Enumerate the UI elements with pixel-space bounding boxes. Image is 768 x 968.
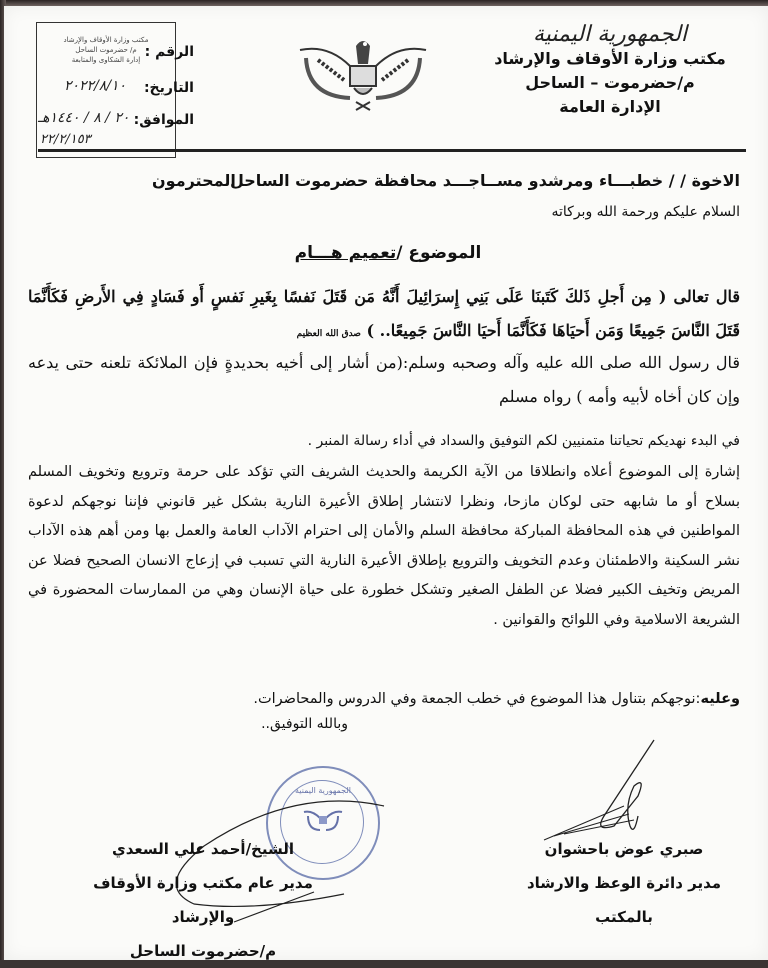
signatory-left-block xyxy=(68,832,338,968)
governorate-name: م/حضرموت – الساحل xyxy=(525,73,695,92)
stamp-line-dept: إدارة الشكاوى والمتابعة xyxy=(71,56,141,64)
subject-line xyxy=(4,243,768,263)
signatory-left-name: الشيخ/أحمد علي السعدي xyxy=(111,840,295,858)
hadith-paragraph: قال رسول الله صلى الله عليه وآله وصحبه وسلم:(من أشار إلى أخيه بحديدةٍ فإن الملائكة تلعنه حتى يدعه وإن كان أخاه لأبيه وأمه ) رواه مسلم xyxy=(28,353,740,406)
yemen-emblem-icon xyxy=(288,36,438,112)
handwritten-date: ٢٠٢٢/٨/١٠ xyxy=(64,78,127,94)
quran-text: ( مِن أَجلِ ذَلكَ كَتَبنَا عَلَى بَنِي إِسرَائِيلَ أَنَّهُ مَن قَتَلَ نَفسًا بِغَيرِ نَفسٍ أَو فَسَادٍ فِي الأَرضِ فَكَأَنَّمَا قَتَلَ النَّاسَ جَمِيعًا وَمَن أَحيَاهَا فَكَأَنَّمَا أَحيَا النَّاسَ جَمِيعًا.. ) xyxy=(28,287,740,340)
stamp-line-region: م/ حضرموت الساحل xyxy=(75,46,137,54)
letter-page xyxy=(4,6,768,960)
subject-label: الموضوع / xyxy=(396,243,482,263)
handwritten-extra-number: ٢٢/٢/١٥٣ xyxy=(40,132,91,147)
stamp-text: الجمهورية اليمنية xyxy=(294,786,351,795)
signature-right xyxy=(534,736,664,846)
corresponding-label: الموافق: xyxy=(133,112,194,128)
signatory-left-title: مدير عام مكتب وزارة الأوقاف والإرشاد xyxy=(93,874,313,926)
number-label: الرقم : xyxy=(144,44,194,60)
signatory-right-unit: بالمكتب xyxy=(595,908,653,926)
closing-line: وبالله التوفيق.. xyxy=(261,716,348,732)
handwritten-corresponding-date: ٢٠ / ٨ / ١٤٤٠هـ xyxy=(38,110,130,126)
department-name: الإدارة العامة xyxy=(559,97,661,116)
signatory-right-title: مدير دائرة الوعظ والارشاد xyxy=(526,874,722,892)
greeting: السلام عليكم ورحمة الله وبركاته xyxy=(551,204,740,220)
quran-intro: قال تعالى xyxy=(673,287,741,306)
directive-paragraph xyxy=(28,686,740,712)
header-divider xyxy=(38,149,746,152)
quran-closing: صدق الله العظيم xyxy=(296,329,361,339)
opening-paragraph: في البدء نهديكم تحياتنا متمنيين لكم التوفيق والسداد في أداء رسالة المنبر . xyxy=(307,433,740,449)
addressee: الاخوة / / خطبـــاء ومرشدو مســاجـــد محافظة حضرموت الساحل xyxy=(229,171,740,190)
quran-verse-paragraph xyxy=(28,280,740,351)
directive-text: :نوجهكم بتناول هذا الموضوع في خطب الجمعة وفي الدروس والمحاضرات. xyxy=(253,691,701,707)
body-paragraph: إشارة إلى الموضوع أعلاه وانطلاقا من الآية الكريمة والحديث الشريف التي تؤكد على حرمة وترويع وتخويف المسلم بسلاح أو ما شابهه حتى لوكان مازحا، ونظرا لانتشار إطلاق الأعيرة النارية بشكل غير قانوني فإننا نوجهكم لدعوة المواطنين في هذه المحافظة المباركة محافظة السلم والأمان إلى احترام الآداب العامة والعمل بها ومن أهم هذه الآداب نشر السكينة والاطمئنان وعدم التخويف والترويع بإطلاق الأعيرة النارية التي تسبب في إزعاج الانسان الصحيح فضلا عن المريض وتخيف الكبير فضلا عن الطفل الصغير وتشكل خطورة على حياة الإنسان وهي من الممارسات المحضورة في الشريعة الاسلامية وفي اللوائح والقوانين . xyxy=(28,464,740,628)
stamp-line-ministry: مكتب وزارة الأوقاف والإرشاد xyxy=(63,36,149,44)
subject-value: تعميم هـــام xyxy=(294,243,397,263)
directive-label: وعليه xyxy=(700,691,740,707)
letterhead xyxy=(480,22,740,119)
respected-label: المحترمون xyxy=(152,171,236,190)
signatory-left-unit: م/حضرموت الساحل xyxy=(129,942,277,960)
signatory-right-block xyxy=(504,832,744,934)
date-label: التاريخ: xyxy=(143,80,194,96)
signatory-right-name: صبري عوض باحشوان xyxy=(544,840,704,858)
republic-title: الجمهورية اليمنية xyxy=(532,22,688,47)
office-name: مكتب وزارة الأوقاف والإرشاد xyxy=(494,49,726,68)
